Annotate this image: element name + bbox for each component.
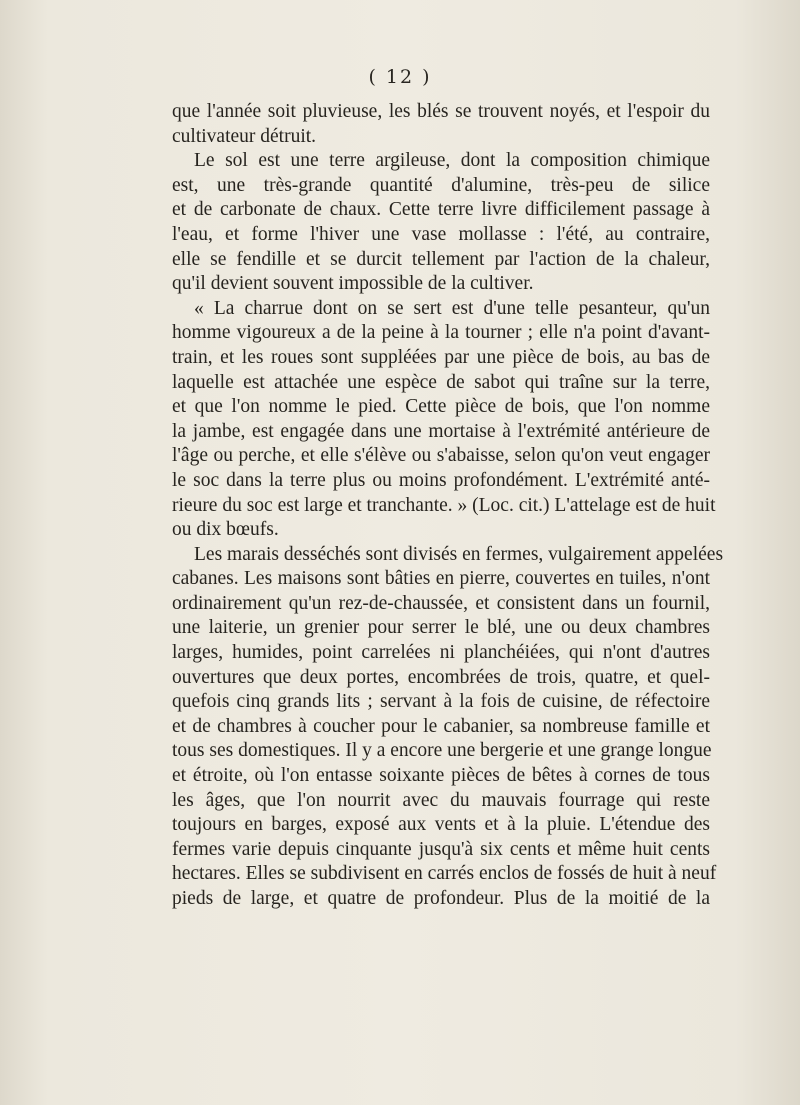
text-line: elle se fendille et se durcit tellement par l'action de la chaleur, (172, 248, 710, 270)
text-line: et de chambres à coucher pour le cabanier, sa nombreuse famille et (172, 715, 710, 737)
text-line: l'âge ou perche, et elle s'élève ou s'abaisse, selon qu'on veut engager (172, 445, 710, 467)
text-line: Les marais desséchés sont divisés en fermes, vulgairement appelées (194, 543, 724, 565)
text-line: cultivateur détruit. (172, 125, 317, 147)
text-line: et de carbonate de chaux. Cette terre livre difficilement passage à (172, 199, 710, 221)
text-line: que l'année soit pluvieuse, les blés se trouvent noyés, et l'espoir du (172, 101, 710, 122)
text-line: Le sol est une terre argileuse, dont la composition chimique (194, 150, 710, 172)
text-line: est, une très-grande quantité d'alumine, très-peu de silice (172, 174, 710, 196)
text-line: « La charrue dont on se sert est d'une telle pesanteur, qu'un (194, 297, 710, 319)
text-line: larges, humides, point carrelées ni planchéiées, qui n'ont d'autres (172, 642, 710, 664)
text-line: les âges, que l'on nourrit avec du mauvais fourrage qui reste (172, 789, 710, 811)
text-line: ouvertures que deux portes, encombrées de trois, quatre, et quel- (172, 666, 710, 688)
text-line: toujours en barges, exposé aux vents et à la pluie. L'étendue des (172, 814, 710, 836)
text-line: cabanes. Les maisons sont bâties en pierre, couvertes en tuiles, n'ont (172, 568, 710, 590)
text-line: ou dix bœufs. (172, 519, 279, 541)
text-line: le soc dans la terre plus ou moins profondément. L'extrémité anté- (172, 469, 710, 491)
text-line: tous ses domestiques. Il y a encore une bergerie et une grange longue (172, 740, 712, 762)
text-line: ordinairement qu'un rez-de-chaussée, et consistent dans un fournil, (172, 592, 710, 614)
text-line: quefois cinq grands lits ; servant à la fois de cuisine, de réfectoire (172, 691, 710, 713)
text-line: l'eau, et forme l'hiver une vase mollasse : l'été, au contraire, (172, 223, 710, 245)
text-line: la jambe, est engagée dans une mortaise à l'extrémité antérieure de (172, 420, 710, 442)
text-line: rieure du soc est large et tranchante. » (Loc. cit.) L'attelage est de huit (172, 494, 716, 516)
text-line: hectares. Elles se subdivisent en carrés enclos de fossés de huit à neuf (172, 863, 717, 885)
body-text (172, 100, 724, 912)
text-line: homme vigoureux a de la peine à la tourner ; elle n'a point d'avant- (172, 322, 710, 344)
page-number: ( 12 ) (368, 66, 432, 88)
text-line: et que l'on nomme le pied. Cette pièce de bois, que l'on nomme (172, 396, 710, 418)
text-line: laquelle est attachée une espèce de sabot qui traîne sur la terre, (172, 371, 710, 393)
text-line: et étroite, où l'on entasse soixante pièces de bêtes à cornes de tous (172, 765, 710, 787)
text-line: train, et les roues sont suppléées par une pièce de bois, au bas de (172, 346, 710, 368)
text-line: une laiterie, un grenier pour serrer le blé, une ou deux chambres (172, 617, 710, 639)
text-line: fermes varie depuis cinquante jusqu'à six cents et même huit cents (172, 838, 710, 860)
text-line: pieds de large, et quatre de profondeur. Plus de la moitié de la (172, 888, 710, 909)
text-line: qu'il devient souvent impossible de la cultiver. (172, 273, 534, 295)
